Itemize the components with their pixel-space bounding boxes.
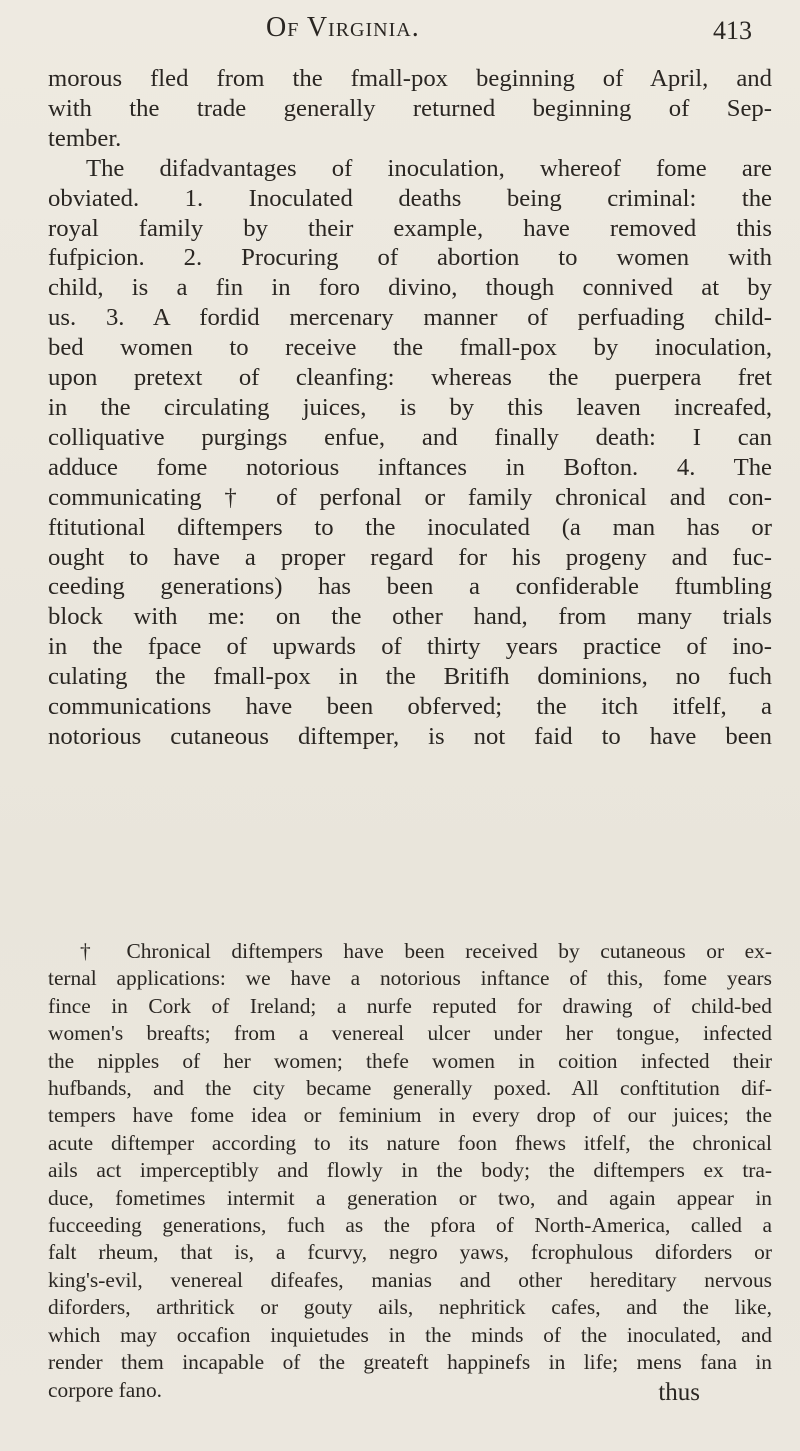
footnote-line: diforders, arthritick or gouty ails, nephritick cafes, and the like, bbox=[48, 1295, 772, 1320]
text-line: The difadvantages of inoculation, whereof fome are bbox=[86, 154, 772, 182]
text-line: in the fpace of upwards of thirty years practice of ino- bbox=[48, 633, 772, 661]
text-line: colliquative purgings enfue, and finally death: I can bbox=[48, 423, 772, 451]
footnote-line: ails act imperceptibly and flowly in the body; the diftempers ex tra- bbox=[48, 1158, 772, 1183]
text-line: with the trade generally returned beginning of Sep- bbox=[48, 94, 772, 122]
footnote-line: ternal applications: we have a notorious inftance of this, fome years bbox=[48, 966, 772, 991]
footnote-line: † Chronical diftempers have been received by cutaneous or ex- bbox=[80, 939, 772, 963]
footnote-line: render them incapable of the greateft happinefs in life; mens fana in bbox=[48, 1350, 772, 1375]
running-header bbox=[0, 10, 800, 50]
footnote-line: the nipples of her women; thefe women in coition infected their bbox=[48, 1048, 772, 1073]
text-line: in the circulating juices, is by this leaven increafed, bbox=[48, 393, 772, 421]
text-line: communicating † of perfonal or family chronical and con- bbox=[48, 483, 772, 511]
text-line: bed women to receive the fmall-pox by inoculation, bbox=[48, 334, 772, 362]
footnote-line: king's-evil, venereal difeafes, manias and other hereditary nervous bbox=[48, 1267, 772, 1292]
footnote-line: falt rheum, that is, a fcurvy, negro yaws, fcrophulous diforders or bbox=[48, 1240, 772, 1265]
text-line: culating the fmall-pox in the Britifh dominions, no fuch bbox=[48, 663, 772, 691]
footnote-line: women's breafts; from a venereal ulcer under her tongue, infected bbox=[48, 1021, 772, 1046]
running-title: Of Virginia. bbox=[266, 12, 420, 43]
page-number: 413 bbox=[713, 16, 752, 45]
text-line: ftitutional diftempers to the inoculated (a man has or bbox=[48, 513, 772, 541]
footnote-line: tempers have fome idea or feminium in every drop of our juices; the bbox=[48, 1103, 772, 1128]
footnote-line: fince in Cork of Ireland; a nurfe reputed for drawing of child-bed bbox=[48, 993, 772, 1018]
footnote-line: hufbands, and the city became generally poxed. All conftitution dif- bbox=[48, 1076, 772, 1101]
text-line: block with me: on the other hand, from many trials bbox=[48, 603, 772, 631]
text-line: child, is a fin in foro divino, though connived at by bbox=[48, 274, 772, 302]
text-line: ought to have a proper regard for his progeny and fuc- bbox=[48, 543, 772, 571]
text-line: morous fled from the fmall-pox beginning of April, and bbox=[48, 65, 772, 92]
footnote-line: corpore fano. bbox=[48, 1377, 163, 1402]
footnote-line: acute diftemper according to its nature foon fhews itfelf, the chronical bbox=[48, 1130, 772, 1155]
catchword: thus bbox=[658, 1379, 700, 1406]
main-text bbox=[48, 64, 772, 752]
text-line: royal family by their example, have removed this bbox=[48, 214, 772, 242]
footnote-line: fucceeding generations, fuch as the pfora of North-America, called a bbox=[48, 1213, 772, 1238]
footnote bbox=[48, 938, 772, 1404]
text-line: tember. bbox=[48, 124, 122, 152]
text-line: upon pretext of cleanfing: whereas the puerpera fret bbox=[48, 364, 772, 392]
text-line: us. 3. A fordid mercenary manner of perfuading child- bbox=[48, 304, 772, 332]
text-line: notorious cutaneous diftemper, is not faid to have been bbox=[48, 722, 772, 750]
text-line: fufpicion. 2. Procuring of abortion to women with bbox=[48, 244, 772, 272]
text-line: obviated. 1. Inoculated deaths being criminal: the bbox=[48, 184, 772, 212]
footnote-line: which may occafion inquietudes in the minds of the inoculated, and bbox=[48, 1322, 772, 1347]
text-line: adduce fome notorious inftances in Bofton. 4. The bbox=[48, 453, 772, 481]
text-line: communications have been obferved; the itch itfelf, a bbox=[48, 693, 772, 721]
footnote-line: duce, fometimes intermit a generation or two, and again appear in bbox=[48, 1185, 772, 1210]
text-line: ceeding generations) has been a confiderable ftumbling bbox=[48, 573, 772, 601]
